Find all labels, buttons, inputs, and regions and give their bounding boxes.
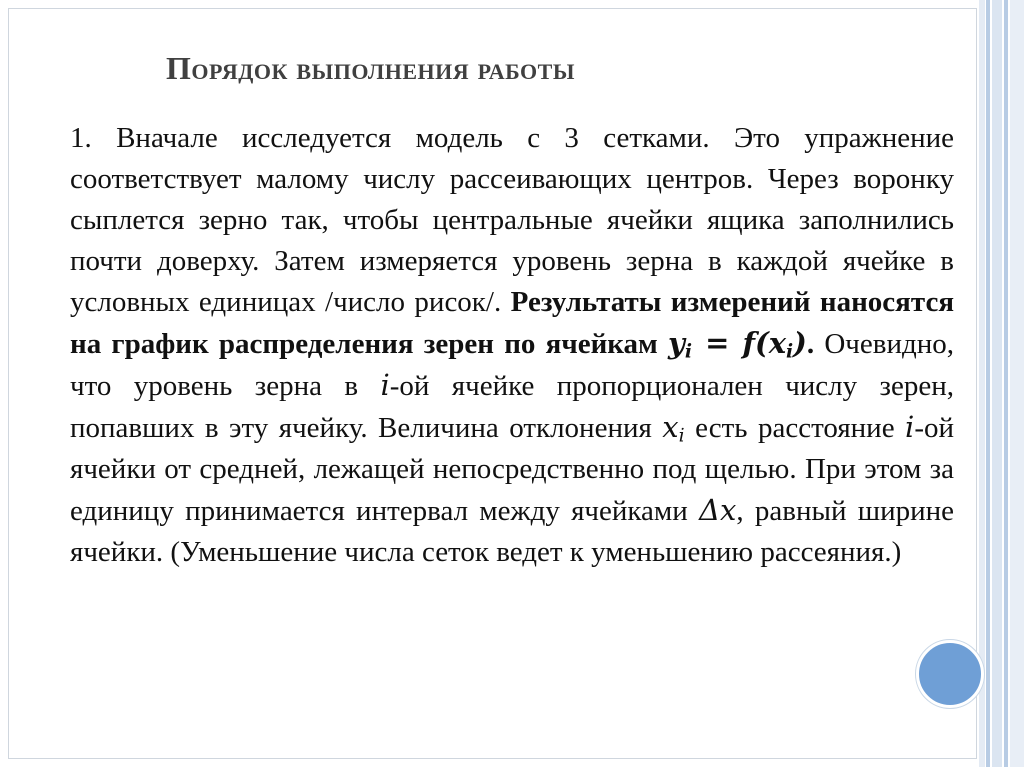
formula-y: y	[668, 326, 685, 360]
text-p4: есть расстояние	[684, 412, 906, 444]
var-delta-x: Δx	[699, 493, 737, 527]
formula-eq: = f(x	[692, 326, 786, 360]
text-p6: , равный ширине ячейки. (Уменьшение числа сеток ведет к уменьшению рассеяния.)	[70, 495, 954, 568]
bold-period: .	[806, 328, 815, 360]
decor-stripe-2	[986, 0, 990, 767]
slide-body-text	[70, 118, 954, 573]
formula-yi	[668, 326, 807, 363]
formula-close: )	[793, 326, 807, 360]
text-p2: Очевидно, что уровень зерна в	[70, 328, 954, 402]
text-p3: -ой ячейке пропорционален числу зерен, попавших в эту ячейку. Величина отклонения	[70, 370, 954, 444]
text-p5: -ой ячейки от средней, лежащей непосредственно под щелью. При этом за единицу принимается интервал между ячейками	[70, 412, 954, 527]
var-i: i	[380, 368, 390, 402]
decor-stripe-5	[1010, 0, 1024, 767]
var-xi	[662, 410, 685, 447]
decor-stripe-1	[979, 0, 985, 767]
text-p1: 1. Вначале исследуется модель с 3 сетками. Это упражнение соответствует малому числу рассеивающих центров. Через воронку сыплется зерно так, чтобы центральные ячейки ящика заполнились почти доверху. Затем измеряется уровень зерна в каждой ячейке в условных единицах /число рисок/.	[70, 122, 954, 318]
decor-stripe-3	[992, 0, 1002, 767]
var-x: x	[662, 410, 679, 444]
var-i-2: i	[905, 410, 915, 444]
decor-stripe-4	[1004, 0, 1008, 767]
formula-x-sub: i	[785, 340, 794, 363]
decor-circle	[916, 640, 984, 708]
formula-y-sub: i	[684, 340, 693, 363]
slide-title: Порядок выполнения работы	[166, 50, 575, 86]
var-x-sub: i	[678, 425, 685, 447]
bold-text: Результаты измерений наносятся на график распределения зерен по ячейкам	[70, 286, 955, 360]
